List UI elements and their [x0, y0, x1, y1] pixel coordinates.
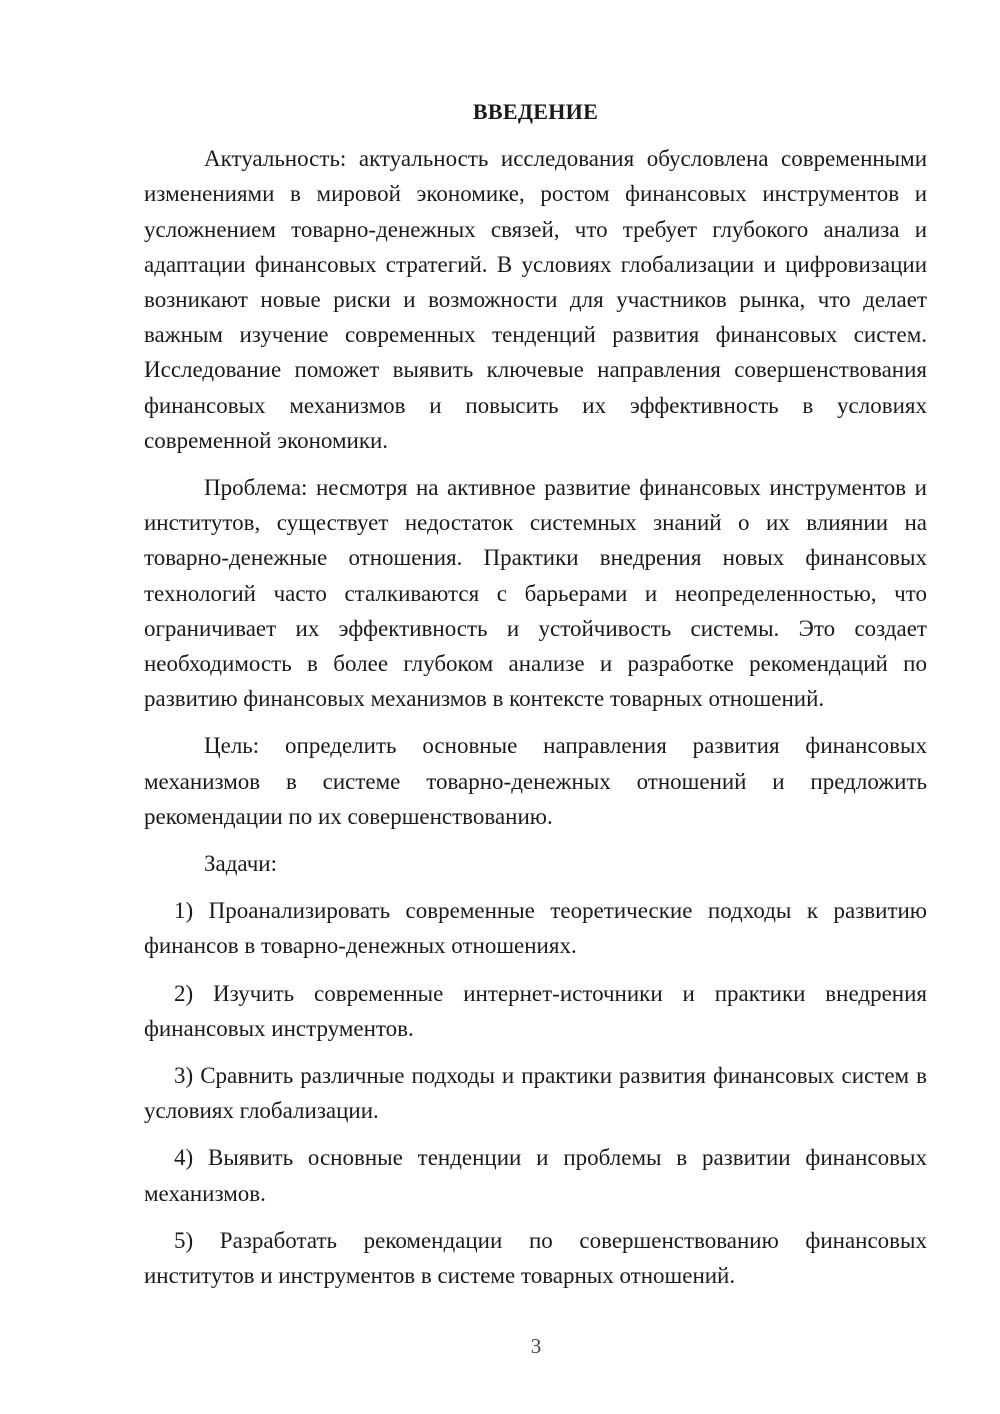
task-item: 1) Проанализировать современные теоретические подходы к развитию финансов в товарно-денежных отношениях. [144, 898, 927, 959]
task-item: 2) Изучить современные интернет-источники и практики внедрения финансовых инструментов. [144, 980, 927, 1041]
tasks-heading: Задачи: [204, 851, 277, 877]
page-content [144, 94, 927, 1293]
paragraph-goal: Цель: определить основные направления развития финансовых механизмов в системе товарно-денежных отношений и предложить рекомендации по их совершенствованию. [144, 733, 927, 829]
page-number: 3 [530, 1334, 542, 1358]
page-title: ВВЕДЕНИЕ [472, 99, 599, 124]
task-item: 3) Сравнить различные подходы и практики развития финансовых систем в условиях глобализации. [144, 1063, 927, 1124]
paragraph-problem: Проблема: несмотря на активное развитие финансовых инструментов и институтов, существует недостаток системных знаний о их влиянии на товарно-денежные отношения. Практики внедрения новых финансовых технологий часто сталкиваются с барьерами и неопределенностью, что ограничивает их эффективность и устойчивость системы. Это создает необходимость в более глубоком анализе и разработке рекомендаций по развитию финансовых механизмов в контексте товарных отношений. [144, 475, 927, 712]
task-item: 5) Разработать рекомендации по совершенствованию финансовых институтов и инструментов в системе товарных отношений. [144, 1227, 927, 1289]
paragraph-relevance: Актуальность: актуальность исследования обусловлена современными изменениями в мировой экономике, ростом финансовых инструментов и усложнением товарно-денежных связей, что требует глубокого анализа и адаптации финансовых стратегий. В условиях глобализации и цифровизации возникают новые риски и возможности для участников рынка, что делает важным изучение современных тенденций развития финансовых систем. Исследование поможет выявить ключевые направления совершенствования финансовых механизмов и повысить их эффективность в условиях современной экономики. [144, 146, 927, 453]
task-item: 4) Выявить основные тенденции и проблемы в развитии финансовых механизмов. [144, 1145, 927, 1206]
